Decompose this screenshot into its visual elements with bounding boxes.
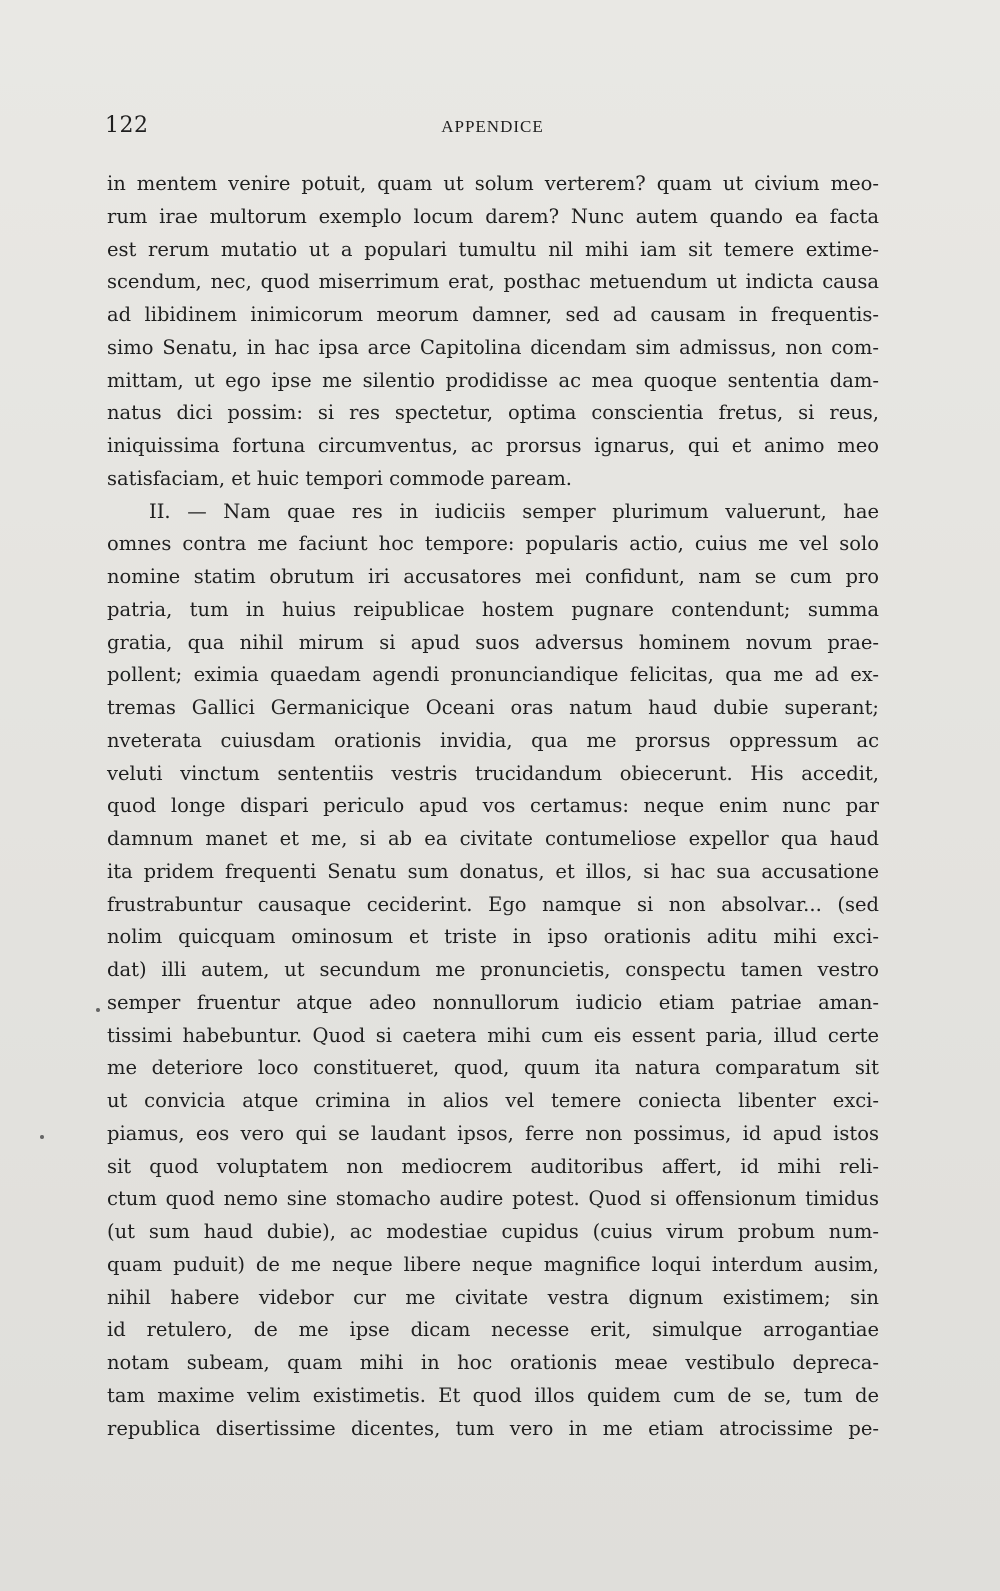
text-line: simo Senatu, in hac ipsa arce Capitolina dicendam sim admissus, non com- (107, 335, 879, 359)
text-line: est rerum mutatio ut a populari tumultu nil mihi iam sit temere extime- (107, 237, 879, 261)
text-line: tremas Gallici Germanicique Oceani oras natum haud dubie superant; (107, 696, 879, 719)
text-line: semper fruentur atque adeo nonnullorum iudicio etiam patriae aman- (107, 990, 879, 1014)
text-line: republica disertissime dicentes, tum vero in me etiam atrocissime pe- (107, 1416, 879, 1440)
text-line: me deteriore loco constitueret, quod, quum ita natura comparatum sit (107, 1056, 879, 1080)
text-line: natus dici possim: si res spectetur, optima conscientia fretus, si reus, (107, 401, 879, 425)
text-line: omnes contra me faciunt hoc tempore: popularis actio, cuius me vel solo (107, 532, 879, 556)
margin-speck (96, 1008, 100, 1012)
text-line: ctum quod nemo sine stomacho audire potest. Quod si offensionum timidus (107, 1187, 879, 1211)
text-line: damnum manet et me, si ab ea civitate contumeliose expellor qua haud (107, 827, 879, 850)
text-line: ut convicia atque crimina in alios vel temere coniecta libenter exci- (107, 1089, 879, 1112)
text-line: notam subeam, quam mihi in hoc orationis meae vestibulo depreca- (107, 1351, 879, 1374)
running-head: APPENDICE (441, 117, 544, 136)
text-line: pollent; eximia quaedam agendi pronunciandique felicitas, qua me ad ex- (107, 663, 879, 687)
text-line: patria, tum in huius reipublicae hostem pugnare contendunt; summa (107, 597, 879, 621)
text-line: ita pridem frequenti Senatu sum donatus, et illos, si hac sua accusatione (107, 859, 879, 883)
text-line: rum irae multorum exemplo locum darem? Nunc autem quando ea facta (107, 204, 879, 228)
text-line: veluti vinctum sententiis vestris trucidandum obiecerunt. His accedit, (107, 761, 879, 785)
text-line: nomine statim obrutum iri accusatores mei confidunt, nam se cum pro (107, 565, 879, 588)
text-line: nihil habere videbor cur me civitate vestra dignum existimem; sin (107, 1285, 879, 1309)
text-line: mittam, ut ego ipse me silentio prodidisse ac mea quoque sententia dam- (107, 368, 879, 392)
text-line: nolim quicquam ominosum et triste in ipso orationis aditu mihi exci- (107, 925, 879, 949)
text-line: in mentem venire potuit, quam ut solum verterem? quam ut civium meo- (107, 172, 879, 195)
text-line: tissimi habebuntur. Quod si caetera mihi cum eis essent paria, illud certe (107, 1023, 879, 1047)
text-line: gratia, qua nihil mirum si apud suos adversus hominem novum prae- (107, 630, 879, 654)
text-line: id retulero, de me ipse dicam necesse erit, simulque arrogantiae (107, 1318, 879, 1342)
body-text (107, 168, 879, 1445)
text-line: frustrabuntur causaque ceciderint. Ego namque si non absolvar... (sed (107, 892, 879, 916)
text-line: ad libidinem inimicorum meorum damner, sed ad causam in frequentis- (107, 303, 879, 326)
text-line: piamus, eos vero qui se laudant ipsos, ferre non possimus, id apud istos (107, 1121, 879, 1145)
margin-speck (40, 1135, 44, 1139)
text-line: quam puduit) de me neque libere neque magnifice loqui interdum ausim, (107, 1252, 879, 1276)
text-line: (ut sum haud dubie), ac modestiae cupidus (cuius virum probum num- (107, 1220, 879, 1243)
text-line: nveterata cuiusdam orationis invidia, qua me prorsus oppressum ac (107, 728, 879, 752)
page-number: 122 (105, 113, 149, 138)
text-line: quod longe dispari periculo apud vos certamus: neque enim nunc par (107, 794, 879, 818)
text-line: satisfaciam, et huic tempori commode paream. (107, 466, 573, 490)
text-line: sit quod voluptatem non mediocrem auditoribus affert, id mihi reli- (107, 1154, 879, 1178)
text-line: iniquissima fortuna circumventus, ac prorsus ignarus, qui et animo meo (107, 434, 879, 457)
section-heading-line: II. — Nam quae res in iudiciis semper plurimum valuerunt, hae (149, 499, 879, 523)
text-line: scendum, nec, quod miserrimum erat, posthac metuendum ut indicta causa (107, 270, 879, 294)
text-line: dat) illi autem, ut secundum me pronuncietis, conspectu tamen vestro (107, 958, 879, 981)
page-header (105, 113, 880, 143)
text-line: tam maxime velim existimetis. Et quod illos quidem cum de se, tum de (107, 1383, 879, 1407)
